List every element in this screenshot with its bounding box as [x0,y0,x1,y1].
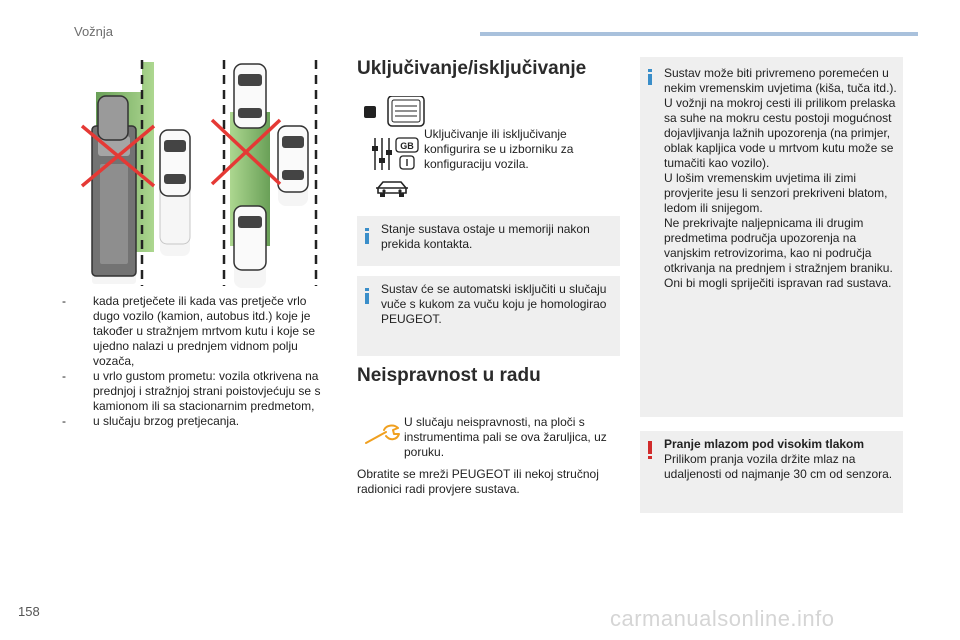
scenario-truck [82,60,190,286]
scenario-traffic [212,60,316,288]
weather-para: U vožnji na mokroj cesti ili prilikom prelaska sa suhe na mokru cestu postoji mogućnost dojavljivanja lažnih upozorenja (na primjer, oblak kapljica vode u mrtvom kutu može se tumačiti kao vozilo). [664,96,896,170]
list-item: - u slučaju brzog pretjecanja. [56,414,336,429]
wrench-warning-icon [364,424,402,446]
onoff-description: Uključivanje ili isključivanje konfigurira se u izborniku za konfiguraciju vozila. [424,127,574,171]
weather-note-text [664,66,897,291]
header-bar [480,32,918,36]
car-icon [374,178,410,200]
onoff-heading: Uključivanje/isključivanje [357,58,587,79]
towbar-note [357,276,620,356]
list-item: - kada pretječete ili kada vas pretječe vrlo dugo vozilo (kamion, autobus itd.) koje je također u stražnjem mrtvom kutu i koje se ujedno nalazi u prednjem vidnom polju vozača, [56,294,336,369]
memory-note-text: Stanje sustava ostaje u memoriji nakon prekida kontakta. [381,222,590,251]
warning-icon [648,441,653,459]
memory-note [357,216,620,266]
weather-para: U lošim vremenskim uvjetima ili zimi provjerite jesu li senzori prekriveni blatom, ledom ili snijegom. [664,171,888,215]
info-icon [648,69,652,85]
blind-spot-illustration [80,56,328,290]
section-title: Vožnja [74,24,114,39]
settings-sliders-icon [370,136,420,172]
watermark: carmanualsonline.info [610,606,835,631]
towbar-note-text: Sustav će se automatski isključiti u slučaju vuče s kukom za vuču koju je homologirao PEUGEOT. [381,282,607,326]
gb-label: GB [400,141,414,151]
weather-para: Sustav može biti privremeno poremećen u nekim vremenskim uvjetima (kiša, tuča itd.). [664,66,897,95]
pressure-wash-warning [640,431,903,513]
limitations-list [56,294,336,429]
info-icon [365,228,369,244]
fault-heading: Neispravnost u radu [357,365,541,386]
warning-title: Pranje mlazom pod visokim tlakom [664,437,865,451]
warning-body: Prilikom pranja vozila držite mlaz na udaljenosti od najmanje 30 cm od senzora. [664,452,893,481]
pressure-wash-text [664,437,897,482]
fault-service-text: Obratite se mreži PEUGEOT ili nekoj stručnoj radionici radi provjere sustava. [357,467,599,496]
list-item: - u vrlo gustom prometu: vozila otkrivena na prednjoj i stražnjoj strani poistovjećuju se s kamionom ili sa stacionarnim predmetom, [56,369,336,414]
info-icon [365,288,369,304]
page-number: 158 [18,604,40,619]
fault-description: U slučaju neispravnosti, na ploči s instrumentima pali se ova žaruljica, uz poruku. [404,415,607,459]
weather-para: Ne prekrivajte naljepnicama ili drugim predmetima područja upozorenja na vanjskim retrovizorima, kao ni područja otkrivanja na prednjem i stražnjem braniku. Oni bi mogli spriječiti ispravan rad sustava. [664,216,893,290]
weather-note [640,57,903,417]
